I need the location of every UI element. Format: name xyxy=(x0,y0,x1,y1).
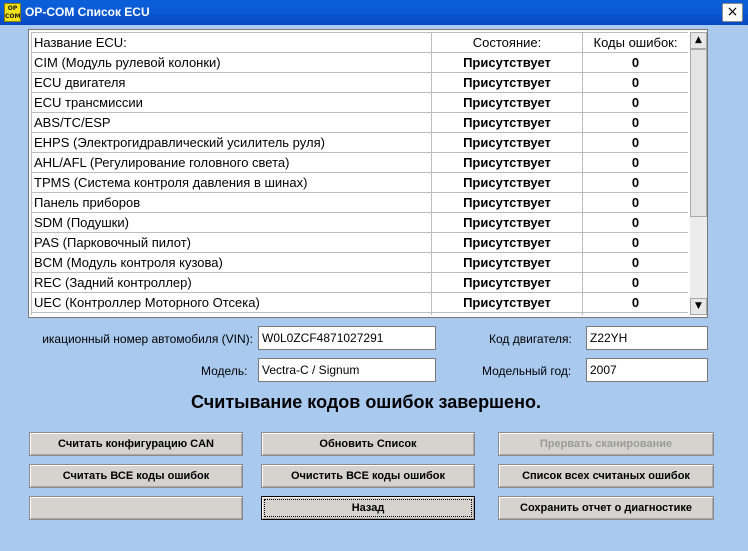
window-title: OP-COM Список ECU xyxy=(25,5,150,19)
table-row[interactable] xyxy=(32,313,689,316)
ecu-name: ABS/TC/ESP xyxy=(32,113,432,133)
ecu-code-count: 0 xyxy=(583,193,689,213)
column-header-codes[interactable]: Коды ошибок: xyxy=(583,33,689,53)
ecu-status: Присутствует xyxy=(432,133,583,153)
ecu-code-count: 0 xyxy=(583,73,689,93)
vertical-scrollbar[interactable] xyxy=(690,32,707,315)
stop-scan-button[interactable]: Прервать сканирование xyxy=(498,432,714,456)
ecu-code-count: 0 xyxy=(583,253,689,273)
model-year-label: Модельный год: xyxy=(482,364,572,378)
ecu-name: PAS (Парковочный пилот) xyxy=(32,233,432,253)
column-header-status[interactable]: Состояние: xyxy=(432,33,583,53)
ecu-code-count: 0 xyxy=(583,293,689,313)
ecu-code-count: 0 xyxy=(583,93,689,113)
scroll-up-arrow-icon[interactable]: ▲ xyxy=(690,32,707,49)
ecu-name xyxy=(32,313,432,316)
vin-label: икационный номер автомобиля (VIN): xyxy=(42,332,253,346)
ecu-name: ECU трансмиссии xyxy=(32,93,432,113)
ecu-name: UEC (Контроллер Моторного Отсека) xyxy=(32,293,432,313)
ecu-status: Присутствует xyxy=(432,73,583,93)
model-year-field[interactable]: 2007 xyxy=(586,358,708,382)
ecu-code-count xyxy=(583,313,689,316)
ecu-status: Присутствует xyxy=(432,273,583,293)
table-row[interactable] xyxy=(32,53,689,73)
ecu-name: SDM (Подушки) xyxy=(32,213,432,233)
ecu-status: Присутствует xyxy=(432,153,583,173)
table-header-row xyxy=(32,33,689,53)
scroll-down-arrow-icon[interactable]: ▼ xyxy=(690,298,707,315)
table-row[interactable] xyxy=(32,93,689,113)
engine-code-label: Код двигателя: xyxy=(489,332,572,346)
ecu-code-count: 0 xyxy=(583,113,689,133)
table-row[interactable] xyxy=(32,153,689,173)
column-header-name[interactable]: Название ECU: xyxy=(32,33,432,53)
ecu-name: BCM (Модуль контроля кузова) xyxy=(32,253,432,273)
ecu-status xyxy=(432,313,583,316)
ecu-list xyxy=(28,29,708,318)
clear-all-codes-button[interactable]: Очистить ВСЕ коды ошибок xyxy=(261,464,475,488)
table-row[interactable] xyxy=(32,193,689,213)
model-field[interactable]: Vectra-C / Signum xyxy=(258,358,436,382)
ecu-name: CIM (Модуль рулевой колонки) xyxy=(32,53,432,73)
scrollbar-thumb[interactable] xyxy=(690,49,707,217)
read-all-codes-button[interactable]: Считать ВСЕ коды ошибок xyxy=(29,464,243,488)
ecu-code-count: 0 xyxy=(583,153,689,173)
model-label: Модель: xyxy=(201,364,248,378)
ecu-status: Присутствует xyxy=(432,113,583,133)
table-row[interactable] xyxy=(32,73,689,93)
read-can-config-button[interactable]: Считать конфигурацию CAN xyxy=(29,432,243,456)
table-row[interactable] xyxy=(32,213,689,233)
ecu-code-count: 0 xyxy=(583,233,689,253)
table-row[interactable] xyxy=(32,173,689,193)
back-button[interactable]: Назад xyxy=(261,496,475,520)
engine-code-field[interactable]: Z22YH xyxy=(586,326,708,350)
ecu-status: Присутствует xyxy=(432,93,583,113)
ecu-code-count: 0 xyxy=(583,273,689,293)
blank-button[interactable] xyxy=(29,496,243,520)
app-logo-icon: OP COM xyxy=(5,5,21,20)
table-row[interactable] xyxy=(32,233,689,253)
ecu-status: Присутствует xyxy=(432,53,583,73)
ecu-status: Присутствует xyxy=(432,233,583,253)
ecu-code-count: 0 xyxy=(583,213,689,233)
list-all-codes-button[interactable]: Список всех считаных ошибок xyxy=(498,464,714,488)
save-report-button[interactable]: Сохранить отчет о диагностике xyxy=(498,496,714,520)
ecu-status: Присутствует xyxy=(432,253,583,273)
refresh-list-button[interactable]: Обновить Список xyxy=(261,432,475,456)
ecu-status: Присутствует xyxy=(432,173,583,193)
ecu-status: Присутствует xyxy=(432,193,583,213)
ecu-status: Присутствует xyxy=(432,213,583,233)
table-row[interactable] xyxy=(32,273,689,293)
ecu-table xyxy=(31,32,688,315)
title-bar xyxy=(0,0,748,25)
ecu-code-count: 0 xyxy=(583,53,689,73)
ecu-name: ECU двигателя xyxy=(32,73,432,93)
ecu-name: TPMS (Система контроля давления в шинах) xyxy=(32,173,432,193)
ecu-name: REC (Задний контроллер) xyxy=(32,273,432,293)
ecu-name: AHL/AFL (Регулирование головного света) xyxy=(32,153,432,173)
ecu-table-viewport xyxy=(31,32,688,315)
ecu-status: Присутствует xyxy=(432,293,583,313)
table-row[interactable] xyxy=(32,293,689,313)
ecu-code-count: 0 xyxy=(583,173,689,193)
vin-field[interactable]: W0L0ZCF4871027291 xyxy=(258,326,436,350)
ecu-name: EHPS (Электрогидравлический усилитель руля) xyxy=(32,133,432,153)
table-row[interactable] xyxy=(32,133,689,153)
ecu-code-count: 0 xyxy=(583,133,689,153)
close-button[interactable]: × xyxy=(722,3,743,22)
ecu-name: Панель приборов xyxy=(32,193,432,213)
table-row[interactable] xyxy=(32,253,689,273)
table-row[interactable] xyxy=(32,113,689,133)
status-message: Считывание кодов ошибок завершено. xyxy=(191,392,541,412)
